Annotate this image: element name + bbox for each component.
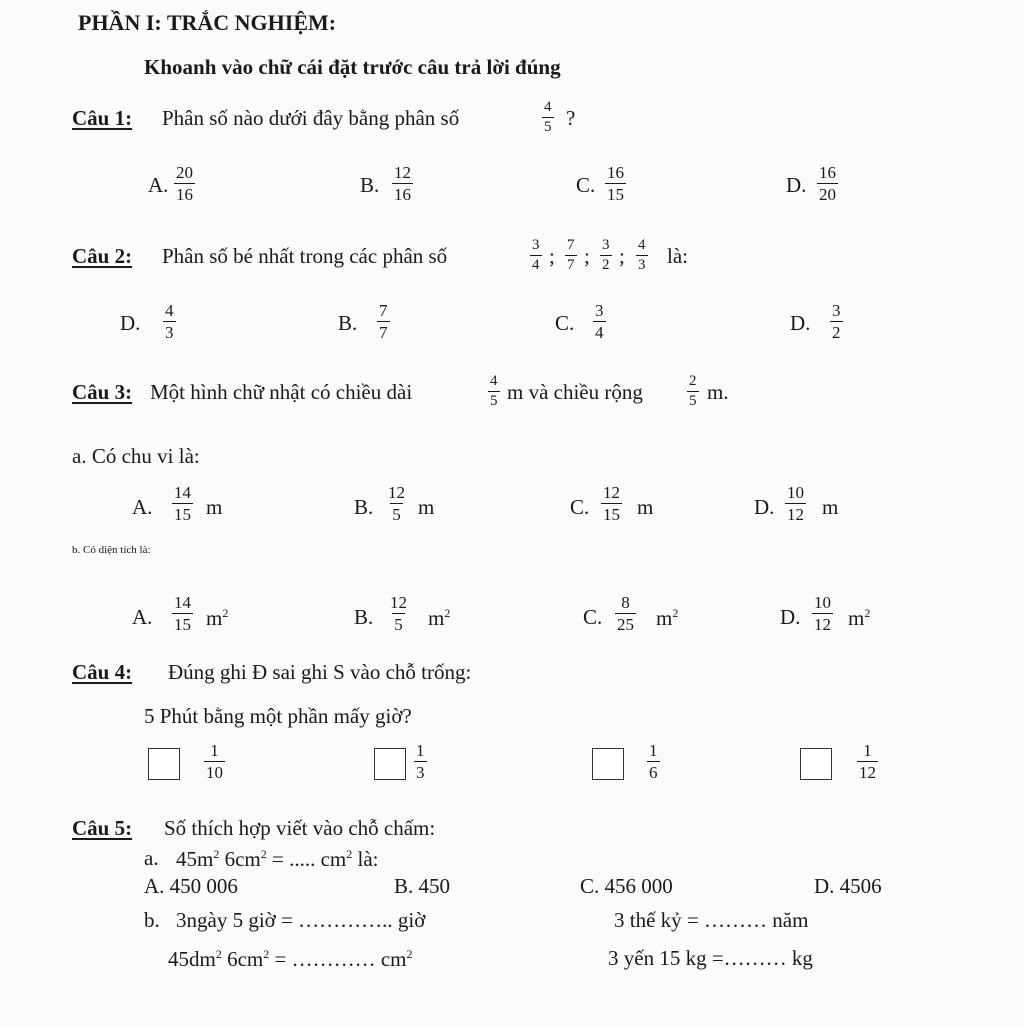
q1-text: Phân số nào dưới đây bằng phân số: [162, 106, 460, 130]
q2-sep-2: ;: [584, 244, 590, 268]
q2-option-4-fraction[interactable]: $\frac{3}{2}$: [832, 301, 841, 342]
q3-label: Câu 3:: [72, 380, 133, 404]
q1-option-a-letter[interactable]: A.: [148, 173, 169, 197]
q1-option-b-letter[interactable]: B.: [360, 173, 380, 197]
q2-fraction-3: $\frac{3}{2}$: [602, 237, 610, 273]
q5-option-a[interactable]: A. 450 006: [144, 874, 238, 898]
q3a-option-b-unit: m: [418, 495, 435, 519]
q4-sub-question: 5 Phút bằng một phần mấy giờ?: [144, 704, 412, 728]
q4-answer-box-1[interactable]: [148, 748, 180, 780]
q3a-option-c-letter[interactable]: C.: [570, 495, 590, 519]
q2-fraction-2: $\frac{7}{7}$: [567, 237, 575, 273]
q4-answer-box-3[interactable]: [592, 748, 624, 780]
q5-option-d[interactable]: D. 4506: [814, 874, 882, 898]
q5-b1-left: 3ngày 5 giờ = ………….. giờ: [176, 908, 426, 932]
q1-option-d-fraction[interactable]: $\frac{16}{20}$: [819, 163, 836, 204]
q2-fraction-1: $\frac{3}{4}$: [532, 237, 540, 273]
q3b-option-b-fraction[interactable]: $\frac{12}{5}$: [390, 593, 407, 634]
q1-end: ?: [566, 106, 576, 130]
q5-label: Câu 5:: [72, 816, 133, 840]
q3b-option-c-fraction[interactable]: $\frac{8}{25}$: [617, 593, 634, 634]
q1-fraction: $\frac{4}{5}$: [544, 99, 552, 135]
q5-option-b[interactable]: B. 450: [394, 874, 451, 898]
q3-text-3: m.: [707, 380, 729, 404]
q2-end: là:: [667, 244, 688, 268]
q3a-option-a-unit: m: [206, 495, 223, 519]
q4-option-3-fraction: $\frac{1}{6}$: [649, 741, 658, 782]
q3b-option-d-fraction[interactable]: $\frac{10}{12}$: [814, 593, 831, 634]
q1-option-d-letter[interactable]: D.: [786, 173, 807, 197]
q2-option-3-letter[interactable]: C.: [555, 311, 575, 335]
q3-part-a: a. Có chu vi là:: [72, 444, 200, 468]
q3a-option-a-letter[interactable]: A.: [132, 495, 153, 519]
q3b-option-d-letter[interactable]: D.: [780, 605, 801, 629]
q1-option-a-fraction[interactable]: $\frac{20}{16}$: [176, 163, 193, 204]
q2-option-1-letter[interactable]: D.: [120, 311, 141, 335]
q3a-option-b-letter[interactable]: B.: [354, 495, 374, 519]
section-title: PHẦN I: TRẮC NGHIỆM:: [78, 10, 337, 35]
q3b-option-a-unit: $m^2$: [206, 606, 229, 630]
q3-text-1: Một hình chữ nhật có chiều dài: [150, 380, 413, 404]
q4-option-2-fraction: $\frac{1}{3}$: [416, 741, 425, 782]
q3a-option-d-unit: m: [822, 495, 839, 519]
instruction: Khoanh vào chữ cái đặt trước câu trả lời đúng: [144, 55, 561, 79]
q2-option-3-fraction[interactable]: $\frac{3}{4}$: [595, 301, 604, 342]
q3-part-b: b. Có diện tích là:: [72, 544, 151, 556]
q5-part-a-label: a.: [144, 846, 159, 870]
q4-text: Đúng ghi Đ sai ghi S vào chỗ trống:: [168, 660, 472, 684]
q5-option-c[interactable]: C. 456 000: [580, 874, 673, 898]
q3-text-2: m và chiều rộng: [507, 380, 643, 404]
q2-option-2-letter[interactable]: B.: [338, 311, 358, 335]
q2-option-4-letter[interactable]: D.: [790, 311, 811, 335]
q3-fraction-width: $\frac{2}{5}$: [689, 373, 697, 409]
q3-fraction-length: $\frac{4}{5}$: [490, 373, 498, 409]
q4-option-1-fraction: $\frac{1}{10}$: [206, 741, 223, 782]
q3b-option-a-fraction[interactable]: $\frac{14}{15}$: [174, 593, 191, 634]
q1-option-c-letter[interactable]: C.: [576, 173, 596, 197]
q2-label: Câu 2:: [72, 244, 133, 268]
q4-answer-box-2[interactable]: [374, 748, 406, 780]
q4-label: Câu 4:: [72, 660, 133, 684]
q2-text: Phân số bé nhất trong các phân số: [162, 244, 448, 268]
q4-option-4-fraction: $\frac{1}{12}$: [859, 741, 876, 782]
q3a-option-c-unit: m: [637, 495, 654, 519]
q3b-option-d-unit: $m^2$: [848, 606, 871, 630]
q5-text: Số thích hợp viết vào chỗ chấm:: [164, 816, 436, 840]
q3a-option-d-letter[interactable]: D.: [754, 495, 775, 519]
q2-option-2-fraction[interactable]: $\frac{7}{7}$: [379, 301, 388, 342]
q3b-option-b-unit: $m^2$: [428, 606, 451, 630]
q1-label: Câu 1:: [72, 106, 133, 130]
q5-part-b-label: b.: [144, 908, 160, 932]
q3b-option-b-letter[interactable]: B.: [354, 605, 374, 629]
q5-b2-left: $45dm^2$ $6cm^2$ = ………… $cm^2$: [168, 947, 413, 971]
q2-option-1-fraction[interactable]: $\frac{4}{3}$: [165, 301, 174, 342]
q5-b2-right: 3 yến 15 kg =……… kg: [608, 946, 813, 970]
q2-sep-1: ;: [549, 244, 555, 268]
q5-part-a-expression: $45m^2$ $6cm^2$ = ..... $cm^2$ là:: [176, 847, 379, 871]
q5-b1-right: 3 thế kỷ = ……… năm: [614, 908, 809, 932]
q2-sep-3: ;: [619, 244, 625, 268]
q1-option-c-fraction[interactable]: $\frac{16}{15}$: [607, 163, 624, 204]
q3b-option-a-letter[interactable]: A.: [132, 605, 153, 629]
q2-fraction-4: $\frac{4}{3}$: [638, 237, 646, 273]
q3b-option-c-letter[interactable]: C.: [583, 605, 603, 629]
q3a-option-d-fraction[interactable]: $\frac{10}{12}$: [787, 483, 804, 524]
q3b-option-c-unit: $m^2$: [656, 606, 679, 630]
q3a-option-b-fraction[interactable]: $\frac{12}{5}$: [388, 483, 405, 524]
q1-option-b-fraction[interactable]: $\frac{12}{16}$: [394, 163, 411, 204]
q4-answer-box-4[interactable]: [800, 748, 832, 780]
q3a-option-a-fraction[interactable]: $\frac{14}{15}$: [174, 483, 191, 524]
q3a-option-c-fraction[interactable]: $\frac{12}{15}$: [603, 483, 620, 524]
